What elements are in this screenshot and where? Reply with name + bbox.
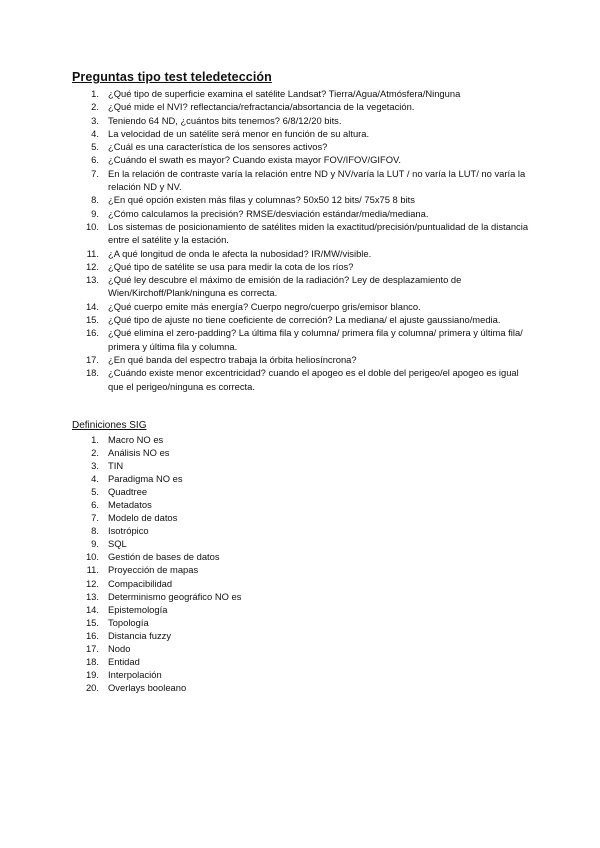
question-item — [72, 167, 532, 194]
question-item — [72, 313, 532, 326]
question-text: Teniendo 64 ND, ¿cuántos bits tenemos? 6/8/12/20 bits. — [108, 114, 342, 126]
definition-item — [72, 472, 372, 485]
question-item — [72, 87, 532, 100]
definition-text: Quadtree — [108, 486, 148, 498]
page-title: Preguntas tipo test teledetección — [72, 70, 272, 84]
definition-text: TIN — [108, 460, 124, 472]
definition-item — [72, 550, 372, 563]
definition-text: Topología — [108, 616, 149, 628]
question-item — [72, 153, 532, 166]
question-item — [72, 114, 532, 127]
definition-item — [72, 563, 372, 576]
definition-item — [72, 485, 372, 498]
definition-number: 10. — [85, 551, 99, 563]
definition-item — [72, 616, 372, 629]
definition-item — [72, 433, 372, 446]
definition-text: Epistemología — [108, 603, 168, 615]
definition-text: Nodo — [108, 642, 131, 654]
question-number: 14. — [85, 300, 99, 312]
question-item — [72, 100, 532, 113]
definition-item — [72, 459, 372, 472]
definition-number: 19. — [85, 668, 99, 680]
definition-item — [72, 577, 372, 590]
definition-text: Overlays booleano — [108, 681, 187, 693]
definition-item — [72, 524, 372, 537]
definitions-list — [72, 433, 372, 694]
definition-text: Gestión de bases de datos — [108, 551, 220, 563]
question-text: ¿Qué ley descubre el máximo de emisión de la radiación? Ley de desplazamiento de Wien/Kirchoff/Plank/ninguna es correcta. — [108, 274, 462, 299]
definition-text: Proyección de mapas — [108, 564, 199, 576]
question-number: 17. — [85, 353, 99, 365]
definition-item — [72, 446, 372, 459]
question-number: 7. — [91, 167, 99, 179]
definition-number: 13. — [85, 590, 99, 602]
question-item — [72, 193, 532, 206]
definition-text: Determinismo geográfico NO es — [108, 590, 242, 602]
definition-text: Distancia fuzzy — [108, 629, 172, 641]
question-number: 6. — [91, 154, 99, 166]
question-text: La velocidad de un satélite será menor en función de su altura. — [108, 127, 370, 139]
question-item — [72, 260, 532, 273]
definition-item — [72, 511, 372, 524]
definition-number: 18. — [85, 655, 99, 667]
question-item — [72, 366, 532, 393]
definition-item — [72, 668, 372, 681]
question-number: 1. — [91, 88, 99, 99]
question-item — [72, 207, 532, 220]
definition-number: 9. — [91, 538, 99, 550]
definition-number: 17. — [85, 642, 99, 654]
definition-item — [72, 642, 372, 655]
definition-number: 4. — [91, 473, 99, 485]
questions-list — [72, 87, 532, 393]
definition-number: 7. — [91, 512, 99, 524]
definition-number: 12. — [85, 577, 99, 589]
question-text: ¿Qué tipo de ajuste no tiene coeficiente de correción? La mediana/ el ajuste gaussiano/media. — [108, 314, 501, 326]
question-number: 11. — [86, 247, 99, 259]
question-number: 5. — [91, 141, 99, 153]
question-text: ¿Cómo calculamos la precisión? RMSE/desviación estándar/media/mediana. — [108, 207, 429, 219]
question-number: 10. — [85, 220, 99, 232]
question-number: 9. — [91, 207, 99, 219]
definition-number: 16. — [85, 629, 99, 641]
definition-text: Metadatos — [108, 499, 152, 511]
definition-item — [72, 629, 372, 642]
question-item — [72, 247, 532, 260]
question-number: 3. — [91, 114, 99, 126]
question-item — [72, 127, 532, 140]
question-text: En la relación de contraste varía la relación entre ND y NV/varía la LUT / no varía la LUT/ no varía la relación ND y NV. — [108, 167, 526, 193]
definition-number: 8. — [91, 525, 99, 537]
definition-number: 15. — [85, 616, 99, 628]
definition-number: 20. — [85, 681, 99, 693]
question-item — [72, 140, 532, 153]
question-text: ¿En qué opción existen más filas y columnas? 50x50 12 bits/ 75x75 8 bits — [108, 194, 415, 206]
question-text: ¿Qué tipo de superficie examina el satélite Landsat? Tierra/Agua/Atmósfera/Ninguna — [108, 88, 461, 99]
question-number: 12. — [85, 260, 99, 272]
question-number: 18. — [85, 367, 99, 379]
definition-item — [72, 655, 372, 668]
question-text: ¿En qué banda del espectro trabaja la órbita heliosíncrona? — [108, 353, 357, 365]
question-text: ¿Cuándo existe menor excentricidad? cuando el apogeo es el doble del perigeo/el apogeo es igual que el perigeo/ninguna es correcta. — [108, 367, 519, 392]
definition-number: 1. — [91, 434, 99, 445]
question-number: 16. — [85, 327, 99, 339]
definition-item — [72, 498, 372, 511]
question-number: 2. — [91, 101, 99, 113]
question-text: ¿Qué mide el NVI? reflectancia/refractancia/absortancia de la vegetación. — [108, 101, 415, 113]
definition-item — [72, 537, 372, 550]
question-text: ¿A qué longitud de onda le afecta la nubosidad? IR/MW/visible. — [108, 247, 372, 259]
definition-number: 14. — [85, 603, 99, 615]
definition-text: Entidad — [108, 655, 140, 667]
question-text: Los sistemas de posicionamiento de satélites miden la exactitud/precisión/puntualidad de la distancia entre el satélite y la estación. — [108, 220, 529, 246]
definition-text: Isotrópico — [108, 525, 149, 537]
definition-item — [72, 590, 372, 603]
definition-number: 2. — [91, 447, 99, 459]
definition-text: Macro NO es — [108, 434, 164, 445]
question-text: ¿Cuál es una característica de los sensores activos? — [108, 141, 328, 153]
question-number: 15. — [85, 314, 99, 326]
question-text: ¿Cuándo el swath es mayor? Cuando exista mayor FOV/IFOV/GIFOV. — [108, 154, 401, 166]
question-item — [72, 220, 532, 247]
definition-text: Interpolación — [108, 668, 162, 680]
question-item — [72, 300, 532, 313]
definition-item — [72, 603, 372, 616]
definition-text: Paradigma NO es — [108, 473, 183, 485]
definition-text: SQL — [108, 538, 127, 550]
definition-number: 11. — [86, 564, 99, 576]
question-number: 8. — [91, 194, 99, 206]
question-text: ¿Qué elimina el zero-padding? La última fila y columna/ primera fila y columna/ primera y última fila/ primera y última fila y columna. — [108, 327, 523, 352]
question-text: ¿Qué cuerpo emite más energía? Cuerpo negro/cuerpo gris/emisor blanco. — [108, 300, 421, 312]
question-number: 13. — [85, 274, 99, 286]
question-item — [72, 326, 532, 353]
section-title-definiciones: Definiciones SIG — [72, 420, 147, 431]
definition-text: Modelo de datos — [108, 512, 178, 524]
question-item — [72, 353, 532, 366]
question-text: ¿Qué tipo de satélite se usa para medir la cota de los ríos? — [108, 260, 354, 272]
definition-number: 3. — [91, 460, 99, 472]
question-item — [72, 273, 532, 300]
definition-text: Análisis NO es — [108, 447, 170, 459]
definition-number: 6. — [91, 499, 99, 511]
definition-number: 5. — [91, 486, 99, 498]
definition-text: Compacibilidad — [108, 577, 173, 589]
definition-item — [72, 681, 372, 694]
question-number: 4. — [91, 127, 99, 139]
